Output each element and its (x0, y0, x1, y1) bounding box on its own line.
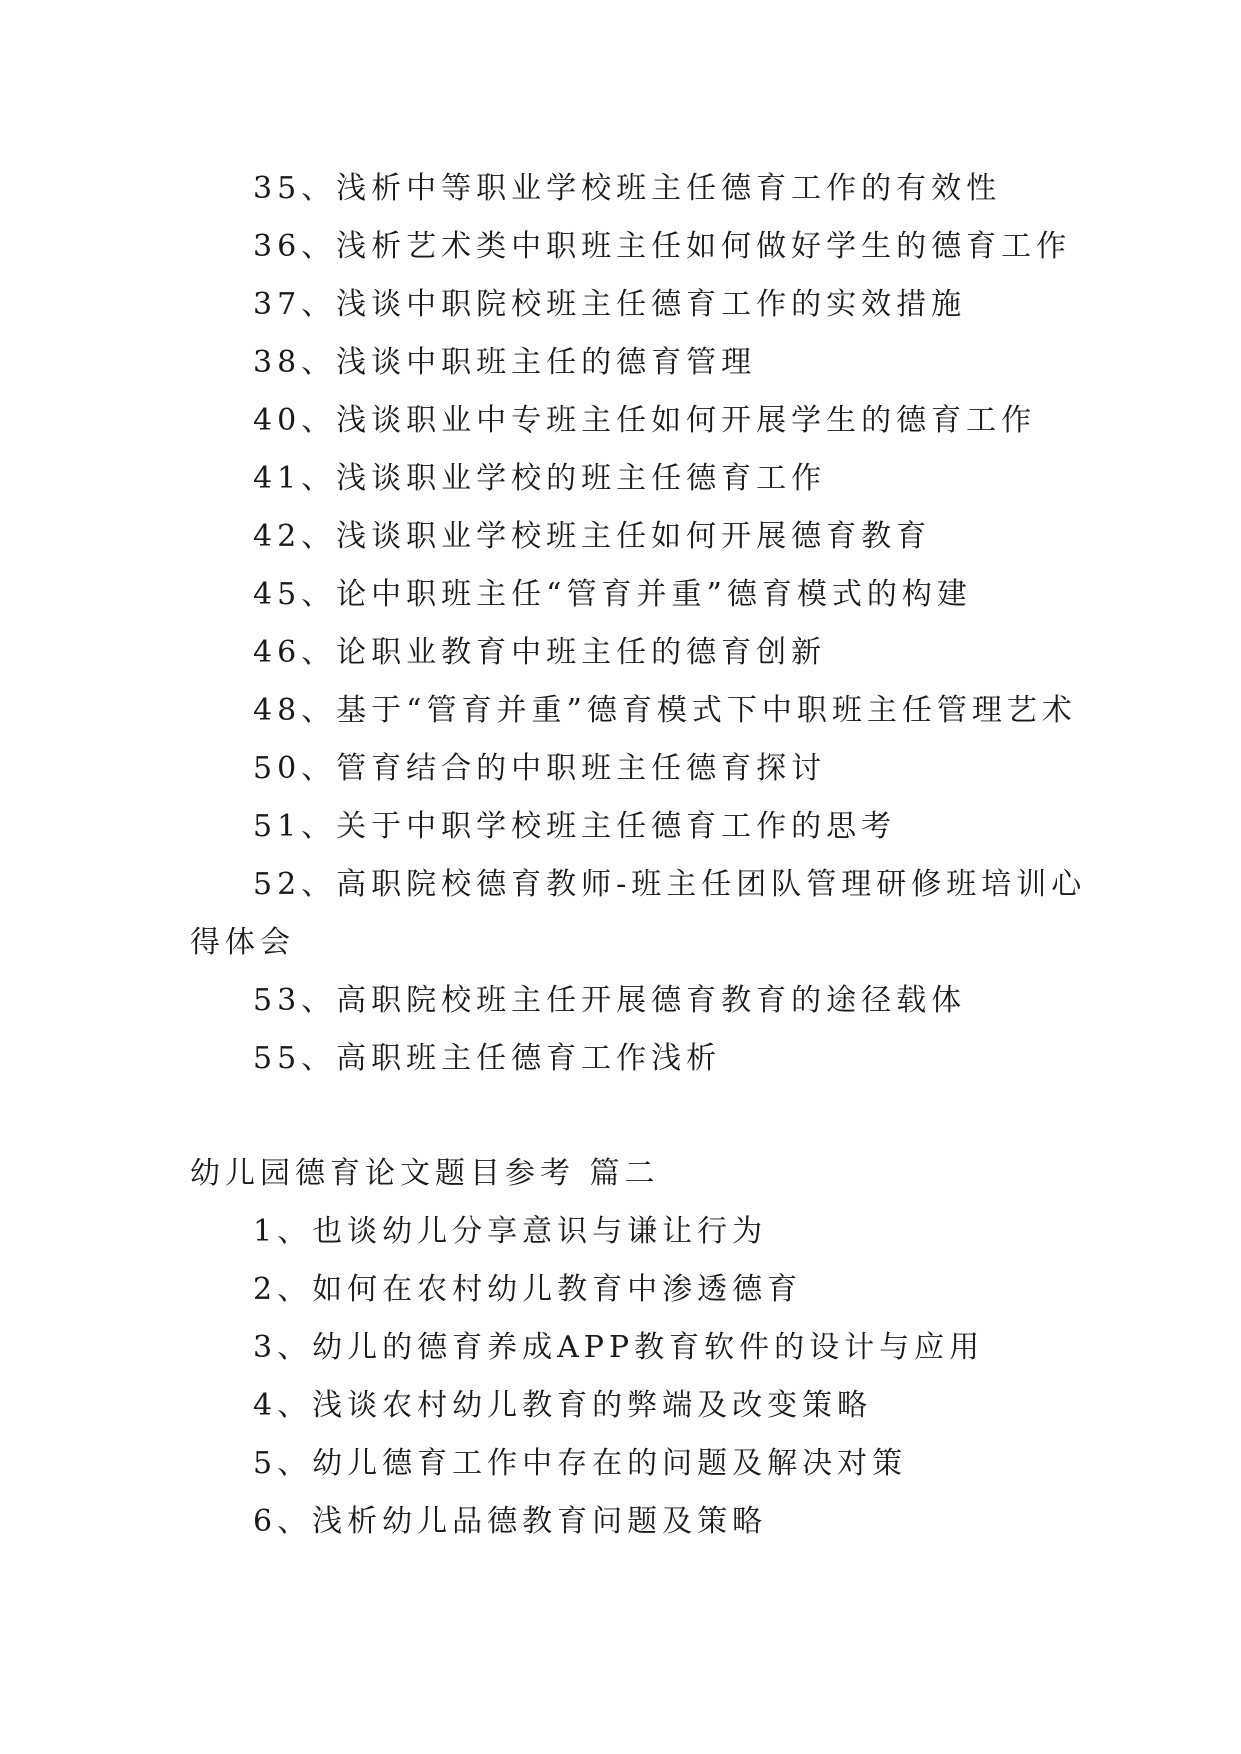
list-item: 41、浅谈职业学校的班主任德育工作 (253, 461, 827, 496)
list-item: 4、浅谈农村幼儿教育的弊端及改变策略 (253, 1388, 873, 1423)
list-item: 40、浅谈职业中专班主任如何开展学生的德育工作 (253, 403, 1037, 438)
section-heading: 幼儿园德育论文题目参考 篇二 (190, 1156, 660, 1191)
list-item: 37、浅谈中职院校班主任德育工作的实效措施 (253, 287, 967, 322)
list-item: 46、论职业教育中班主任的德育创新 (253, 635, 827, 670)
list-item: 35、浅析中等职业学校班主任德育工作的有效性 (253, 171, 1002, 206)
list-item: 50、管育结合的中职班主任德育探讨 (253, 751, 827, 786)
list-item: 55、高职班主任德育工作浅析 (253, 1041, 722, 1076)
list-item: 51、关于中职学校班主任德育工作的思考 (253, 809, 897, 844)
list-item: 42、浅谈职业学校班主任如何开展德育教育 (253, 519, 932, 554)
list-item: 48、基于“管育并重”德育模式下中职班主任管理艺术 (253, 693, 1077, 728)
list-item: 5、幼儿德育工作中存在的问题及解决对策 (253, 1446, 908, 1481)
list-item: 2、如何在农村幼儿教育中渗透德育 (253, 1272, 803, 1307)
list-item: 38、浅谈中职班主任的德育管理 (253, 345, 757, 380)
list-item: 36、浅析艺术类中职班主任如何做好学生的德育工作 (253, 229, 1072, 264)
list-item: 45、论中职班主任“管育并重”德育模式的构建 (253, 577, 972, 612)
topic-list-2 (0, 1203, 1241, 1551)
list-item: 53、高职院校班主任开展德育教育的途径载体 (253, 983, 967, 1018)
list-item: 6、浅析幼儿品德教育问题及策略 (253, 1504, 768, 1539)
list-item-wrapped-line2: 得体会 (190, 925, 295, 960)
list-item-wrapped-line1: 52、高职院校德育教师-班主任团队管理研修班培训心 (253, 867, 1087, 902)
list-item: 1、也谈幼儿分享意识与谦让行为 (253, 1214, 768, 1249)
topic-list-1 (0, 160, 1241, 1088)
list-item: 3、幼儿的德育养成APP教育软件的设计与应用 (253, 1330, 985, 1365)
